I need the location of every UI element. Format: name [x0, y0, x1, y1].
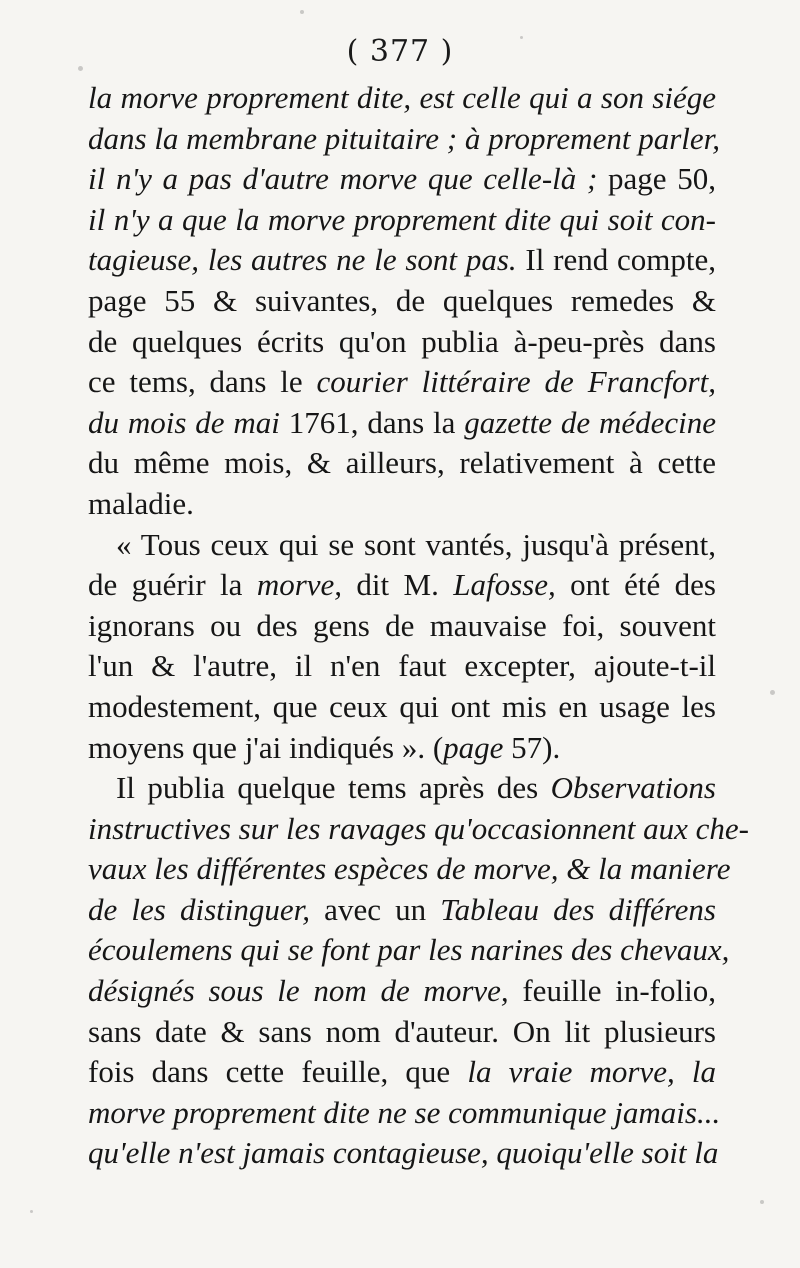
- page-number: ( 377 ): [346, 34, 454, 69]
- text-line: [88, 930, 730, 971]
- italic-text: gazette de médecine: [464, 404, 716, 440]
- ink-speck: [30, 1210, 33, 1213]
- roman-text: ont été des: [555, 567, 716, 603]
- roman-text: page 50,: [597, 161, 716, 197]
- text-line: [88, 362, 716, 403]
- body-text: [88, 78, 749, 1174]
- roman-text: ce tems, dans le: [88, 364, 317, 400]
- italic-text: il n'y a que la morve proprement dite qui soit con-: [88, 201, 716, 237]
- text-line: [88, 565, 716, 606]
- text-line: [88, 484, 716, 525]
- roman-text: de guérir la: [88, 567, 257, 603]
- text-line: [88, 728, 716, 769]
- italic-text: dans la membrane pituitaire ; à proprement parler,: [88, 120, 721, 156]
- roman-text: Il rend compte,: [516, 242, 717, 278]
- text-line: [88, 240, 716, 281]
- italic-text: Observations: [550, 770, 716, 806]
- roman-text: page 55 & suivantes, de quelques remedes &: [88, 282, 716, 318]
- roman-text: avec un: [310, 891, 441, 927]
- text-line: [88, 78, 716, 119]
- italic-text: du mois de mai: [88, 404, 280, 440]
- italic-text: il n'y a pas d'autre morve que celle-là ;: [88, 161, 598, 197]
- roman-text: maladie.: [88, 485, 194, 521]
- text-line: [88, 890, 716, 931]
- roman-text: 1761, dans la: [279, 404, 465, 440]
- text-line: [88, 443, 716, 484]
- italic-text: désignés sous le nom de morve,: [88, 973, 509, 1009]
- italic-text: de les distinguer,: [88, 891, 311, 927]
- ink-speck: [760, 1200, 764, 1204]
- roman-text: Il publia quelque tems après des: [116, 770, 551, 806]
- ink-speck: [300, 10, 304, 14]
- text-line: [88, 200, 716, 241]
- italic-text: la morve proprement dite, est celle qui a son siége: [88, 80, 716, 115]
- text-line: [88, 606, 716, 647]
- ink-speck: [770, 690, 775, 695]
- italic-text: Tableau des différens: [440, 891, 716, 927]
- roman-text: modestement, que ceux qui ont mis en usage les: [88, 688, 716, 724]
- italic-text: tagieuse, les autres ne le sont pas.: [88, 242, 517, 278]
- roman-text: fois dans cette feuille, que: [88, 1054, 468, 1090]
- text-line: [88, 849, 731, 890]
- roman-text: moyens que j'ai indiqués ». (: [88, 729, 444, 765]
- roman-text: dit M.: [342, 567, 454, 603]
- roman-text: sans date & sans nom d'auteur. On lit plusieurs: [88, 1013, 716, 1049]
- italic-text: vaux les différentes espèces de morve, & la maniere: [88, 851, 731, 887]
- text-line: [88, 1093, 721, 1134]
- roman-text: l'un & l'autre, il n'en faut excepter, ajoute-t-il: [88, 648, 716, 684]
- italic-text: instructives sur les ravages qu'occasionnent aux che-: [88, 810, 749, 846]
- italic-text: courier littéraire de Francfort,: [316, 364, 716, 400]
- roman-text: feuille in-folio,: [508, 973, 716, 1009]
- italic-text: Lafosse,: [453, 567, 556, 603]
- italic-text: qu'elle n'est jamais contagieuse, quoiqu'elle soit la: [88, 1135, 719, 1171]
- text-line: [88, 971, 716, 1012]
- text-line: [88, 1133, 719, 1174]
- roman-text: 57).: [503, 729, 561, 765]
- roman-text: de quelques écrits qu'on publia à-peu-près dans: [88, 323, 716, 359]
- text-line: [88, 809, 749, 850]
- text-line: [88, 119, 721, 160]
- text-line: [88, 322, 716, 363]
- italic-text: morve proprement dite ne se communique jamais...: [88, 1094, 721, 1130]
- roman-text: du même mois, & ailleurs, relativement à cette: [88, 445, 716, 481]
- text-line: [88, 403, 716, 444]
- text-line: [88, 159, 716, 200]
- text-line: [88, 525, 716, 566]
- text-line: [88, 1012, 716, 1053]
- italic-text: écoulemens qui se font par les narines des chevaux,: [88, 932, 730, 968]
- roman-text: « Tous ceux qui se sont vantés, jusqu'à présent,: [116, 526, 716, 562]
- text-line: [88, 281, 716, 322]
- italic-text: morve,: [256, 567, 343, 603]
- text-line: [88, 1052, 716, 1093]
- text-line: [88, 768, 716, 809]
- italic-text: page: [443, 729, 504, 765]
- italic-text: la vraie morve, la: [467, 1054, 716, 1090]
- text-line: [88, 646, 716, 687]
- roman-text: ignorans ou des gens de mauvaise foi, souvent: [88, 607, 716, 643]
- text-line: [88, 687, 716, 728]
